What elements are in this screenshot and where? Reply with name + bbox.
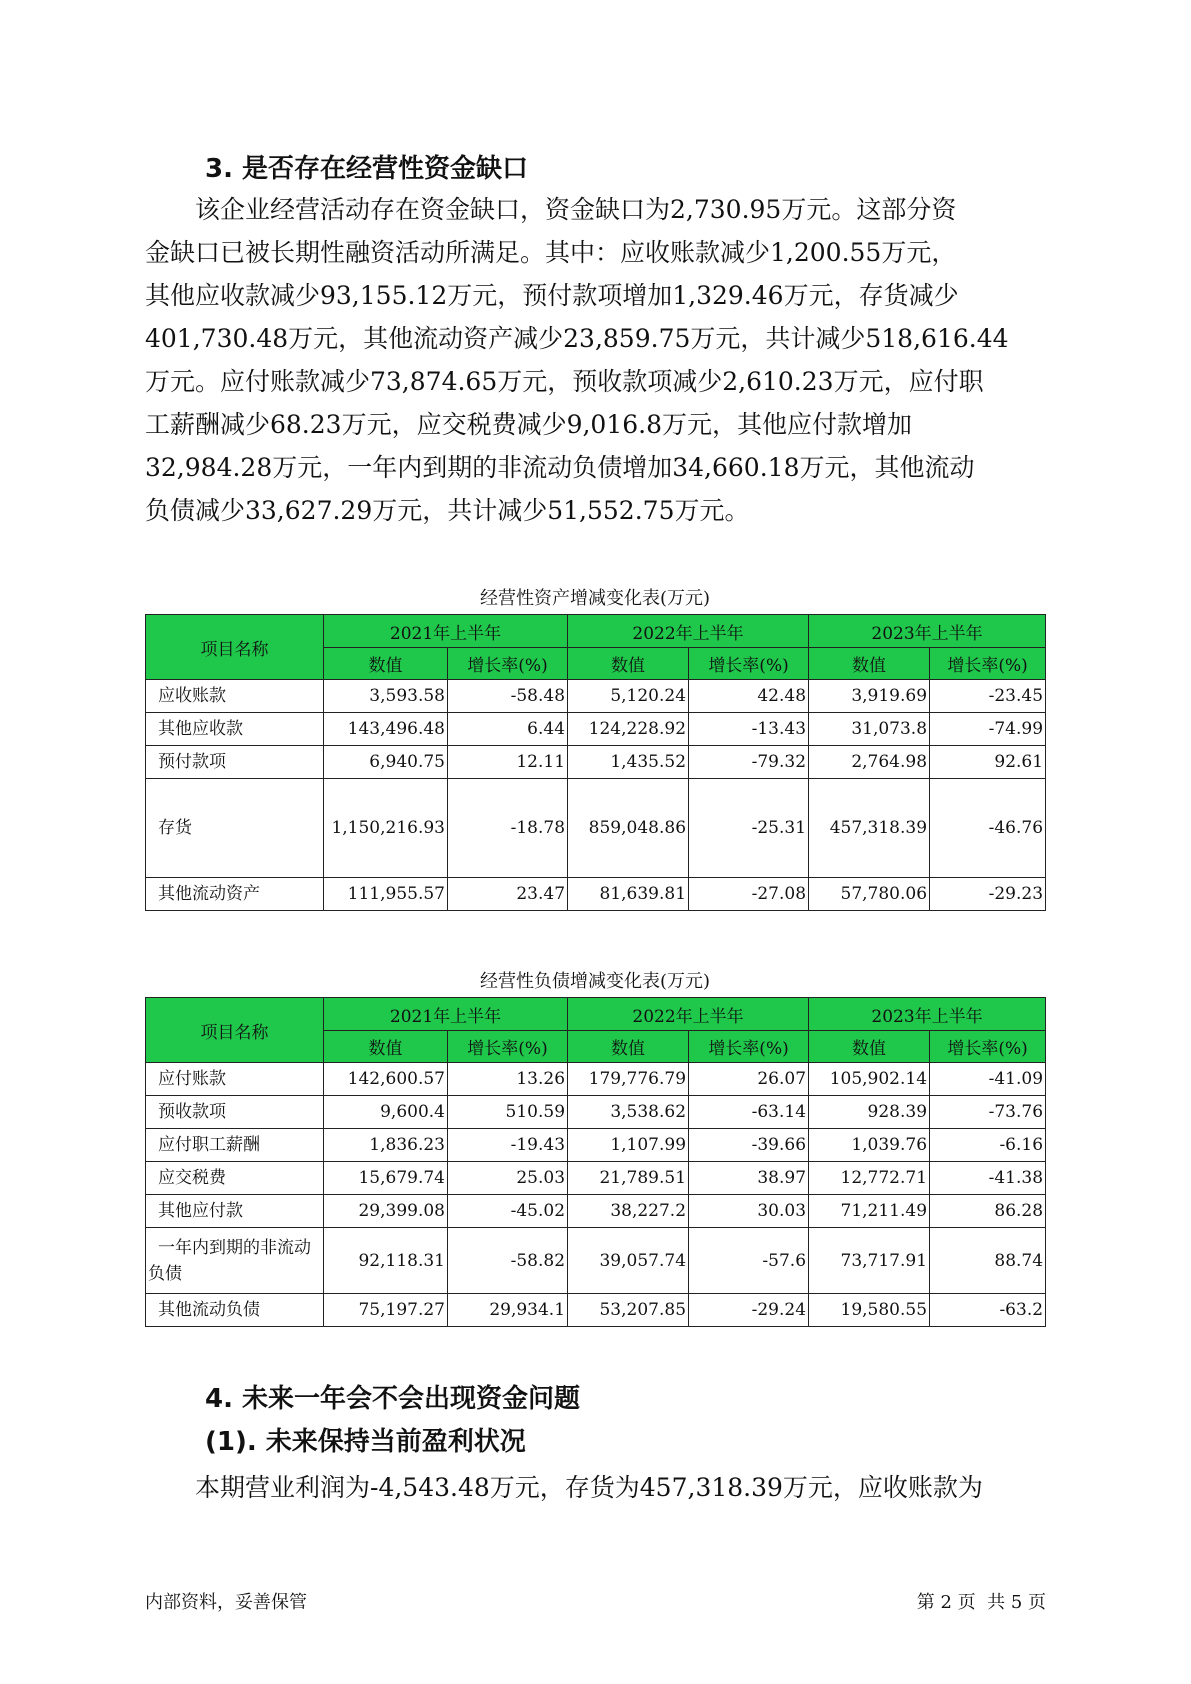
cell-value: 111,955.57 — [324, 878, 448, 911]
cell-value: 1,107.99 — [568, 1129, 689, 1162]
cell-growth: -13.43 — [689, 713, 809, 746]
table-row — [146, 1096, 1046, 1129]
header-growth: 增长率(%) — [689, 1031, 809, 1063]
section-4-subheading: (1). 未来保持当前盈利状况 — [205, 1427, 526, 1457]
cell-growth: 88.74 — [930, 1228, 1046, 1294]
cell-growth: -63.2 — [930, 1294, 1046, 1327]
cell-growth: -29.24 — [689, 1294, 809, 1327]
row-name: 应付职工薪酬 — [146, 1129, 324, 1162]
cell-growth: 30.03 — [689, 1195, 809, 1228]
cell-growth: -73.76 — [930, 1096, 1046, 1129]
cell-growth: -45.02 — [448, 1195, 568, 1228]
cell-growth: 26.07 — [689, 1063, 809, 1096]
header-value: 数值 — [324, 1031, 448, 1063]
cell-value: 105,902.14 — [809, 1063, 930, 1096]
table-row — [146, 713, 1046, 746]
cell-value: 1,836.23 — [324, 1129, 448, 1162]
cell-value: 928.39 — [809, 1096, 930, 1129]
cell-growth: 86.28 — [930, 1195, 1046, 1228]
footer-confidential-note: 内部资料，妥善保管 — [145, 1592, 307, 1613]
row-name: 应交税费 — [146, 1162, 324, 1195]
cell-growth: -41.09 — [930, 1063, 1046, 1096]
cell-growth: -23.45 — [930, 680, 1046, 713]
asset-table-caption: 经营性资产增减变化表(万元) — [479, 588, 711, 609]
cell-value: 1,039.76 — [809, 1129, 930, 1162]
cell-growth: -27.08 — [689, 878, 809, 911]
cell-growth: 13.26 — [448, 1063, 568, 1096]
cell-growth: -57.6 — [689, 1228, 809, 1294]
section-4-paragraph: 本期营业利润为-4,543.48万元，存货为457,318.39万元，应收账款为 — [195, 1473, 983, 1502]
cell-value: 92,118.31 — [324, 1228, 448, 1294]
header-growth: 增长率(%) — [448, 1031, 568, 1063]
header-period: 2021年上半年 — [324, 615, 568, 648]
cell-value: 1,435.52 — [568, 746, 689, 779]
row-name: 一年内到期的非流动负债 — [146, 1228, 324, 1294]
cell-growth: 23.47 — [448, 878, 568, 911]
cell-value: 38,227.2 — [568, 1195, 689, 1228]
header-growth: 增长率(%) — [930, 1031, 1046, 1063]
cell-value: 3,538.62 — [568, 1096, 689, 1129]
cell-value: 1,150,216.93 — [324, 779, 448, 878]
table-row — [146, 878, 1046, 911]
cell-growth: 92.61 — [930, 746, 1046, 779]
paragraph-line: 32,984.28万元，一年内到期的非流动负债增加34,660.18万元，其他流动 — [145, 453, 975, 482]
cell-growth: -58.48 — [448, 680, 568, 713]
row-name: 其他流动资产 — [146, 878, 324, 911]
paragraph-line: 工薪酬减少68.23万元，应交税费减少9,016.8万元，其他应付款增加 — [145, 410, 912, 439]
section-3-heading: 3. 是否存在经营性资金缺口 — [205, 154, 529, 184]
header-period: 2022年上半年 — [568, 998, 809, 1031]
row-name: 预收款项 — [146, 1096, 324, 1129]
paragraph-line: 401,730.48万元，其他流动资产减少23,859.75万元，共计减少518,616.44 — [145, 324, 1009, 353]
cell-growth: -25.31 — [689, 779, 809, 878]
cell-value: 75,197.27 — [324, 1294, 448, 1327]
header-growth: 增长率(%) — [689, 648, 809, 680]
cell-value: 12,772.71 — [809, 1162, 930, 1195]
header-value: 数值 — [809, 1031, 930, 1063]
row-name: 存货 — [146, 779, 324, 878]
cell-value: 859,048.86 — [568, 779, 689, 878]
cell-growth: -63.14 — [689, 1096, 809, 1129]
table-row — [146, 1129, 1046, 1162]
paragraph-line: 该企业经营活动存在资金缺口，资金缺口为2,730.95万元。这部分资 — [195, 195, 957, 224]
cell-growth: 12.11 — [448, 746, 568, 779]
cell-growth: -41.38 — [930, 1162, 1046, 1195]
header-value: 数值 — [568, 648, 689, 680]
header-growth: 增长率(%) — [448, 648, 568, 680]
header-period: 2021年上半年 — [324, 998, 568, 1031]
cell-growth: -18.78 — [448, 779, 568, 878]
row-name: 应收账款 — [146, 680, 324, 713]
cell-growth: 38.97 — [689, 1162, 809, 1195]
cell-growth: 6.44 — [448, 713, 568, 746]
header-item-name: 项目名称 — [146, 998, 324, 1063]
header-item-name: 项目名称 — [146, 615, 324, 680]
header-value: 数值 — [568, 1031, 689, 1063]
cell-value: 9,600.4 — [324, 1096, 448, 1129]
cell-value: 5,120.24 — [568, 680, 689, 713]
row-name: 预付款项 — [146, 746, 324, 779]
header-value: 数值 — [324, 648, 448, 680]
table-row — [146, 1228, 1046, 1294]
row-name: 其他流动负债 — [146, 1294, 324, 1327]
cell-value: 53,207.85 — [568, 1294, 689, 1327]
header-growth: 增长率(%) — [930, 648, 1046, 680]
cell-growth: -39.66 — [689, 1129, 809, 1162]
table-row — [146, 1162, 1046, 1195]
cell-value: 31,073.8 — [809, 713, 930, 746]
cell-value: 124,228.92 — [568, 713, 689, 746]
cell-growth: 42.48 — [689, 680, 809, 713]
cell-value: 143,496.48 — [324, 713, 448, 746]
row-name: 其他应付款 — [146, 1195, 324, 1228]
cell-value: 3,919.69 — [809, 680, 930, 713]
cell-value: 71,211.49 — [809, 1195, 930, 1228]
table-row — [146, 1063, 1046, 1096]
cell-value: 57,780.06 — [809, 878, 930, 911]
header-period: 2023年上半年 — [809, 998, 1046, 1031]
header-period: 2023年上半年 — [809, 615, 1046, 648]
table-row — [146, 1294, 1046, 1327]
section-3-paragraph — [145, 188, 1045, 532]
cell-growth: -6.16 — [930, 1129, 1046, 1162]
cell-value: 2,764.98 — [809, 746, 930, 779]
asset-table — [145, 614, 1046, 911]
header-value: 数值 — [809, 648, 930, 680]
table-row — [146, 779, 1046, 878]
cell-value: 142,600.57 — [324, 1063, 448, 1096]
cell-value: 81,639.81 — [568, 878, 689, 911]
footer-page-number: 第 2 页 共 5 页 — [916, 1592, 1046, 1613]
cell-value: 19,580.55 — [809, 1294, 930, 1327]
row-name: 其他应收款 — [146, 713, 324, 746]
cell-value: 6,940.75 — [324, 746, 448, 779]
cell-value: 3,593.58 — [324, 680, 448, 713]
row-name: 应付账款 — [146, 1063, 324, 1096]
header-period: 2022年上半年 — [568, 615, 809, 648]
cell-growth: -58.82 — [448, 1228, 568, 1294]
paragraph-line: 金缺口已被长期性融资活动所满足。其中：应收账款减少1,200.55万元， — [145, 238, 957, 267]
cell-value: 73,717.91 — [809, 1228, 930, 1294]
paragraph-line: 其他应收款减少93,155.12万元，预付款项增加1,329.46万元，存货减少 — [145, 281, 959, 310]
cell-growth: -19.43 — [448, 1129, 568, 1162]
cell-value: 457,318.39 — [809, 779, 930, 878]
cell-value: 21,789.51 — [568, 1162, 689, 1195]
cell-growth: -46.76 — [930, 779, 1046, 878]
cell-growth: -74.99 — [930, 713, 1046, 746]
cell-growth: 25.03 — [448, 1162, 568, 1195]
table-row — [146, 746, 1046, 779]
section-4-heading: 4. 未来一年会不会出现资金问题 — [205, 1384, 581, 1414]
cell-growth: 29,934.1 — [448, 1294, 568, 1327]
paragraph-line: 负债减少33,627.29万元，共计减少51,552.75万元。 — [145, 496, 750, 525]
cell-value: 39,057.74 — [568, 1228, 689, 1294]
cell-value: 29,399.08 — [324, 1195, 448, 1228]
liability-table-caption: 经营性负债增减变化表(万元) — [479, 971, 711, 992]
cell-growth: 510.59 — [448, 1096, 568, 1129]
cell-value: 15,679.74 — [324, 1162, 448, 1195]
paragraph-line: 万元。应付账款减少73,874.65万元，预收款项减少2,610.23万元，应付职 — [145, 367, 984, 396]
table-row — [146, 680, 1046, 713]
cell-growth: -79.32 — [689, 746, 809, 779]
table-row — [146, 1195, 1046, 1228]
liability-table — [145, 997, 1046, 1327]
cell-growth: -29.23 — [930, 878, 1046, 911]
cell-value: 179,776.79 — [568, 1063, 689, 1096]
